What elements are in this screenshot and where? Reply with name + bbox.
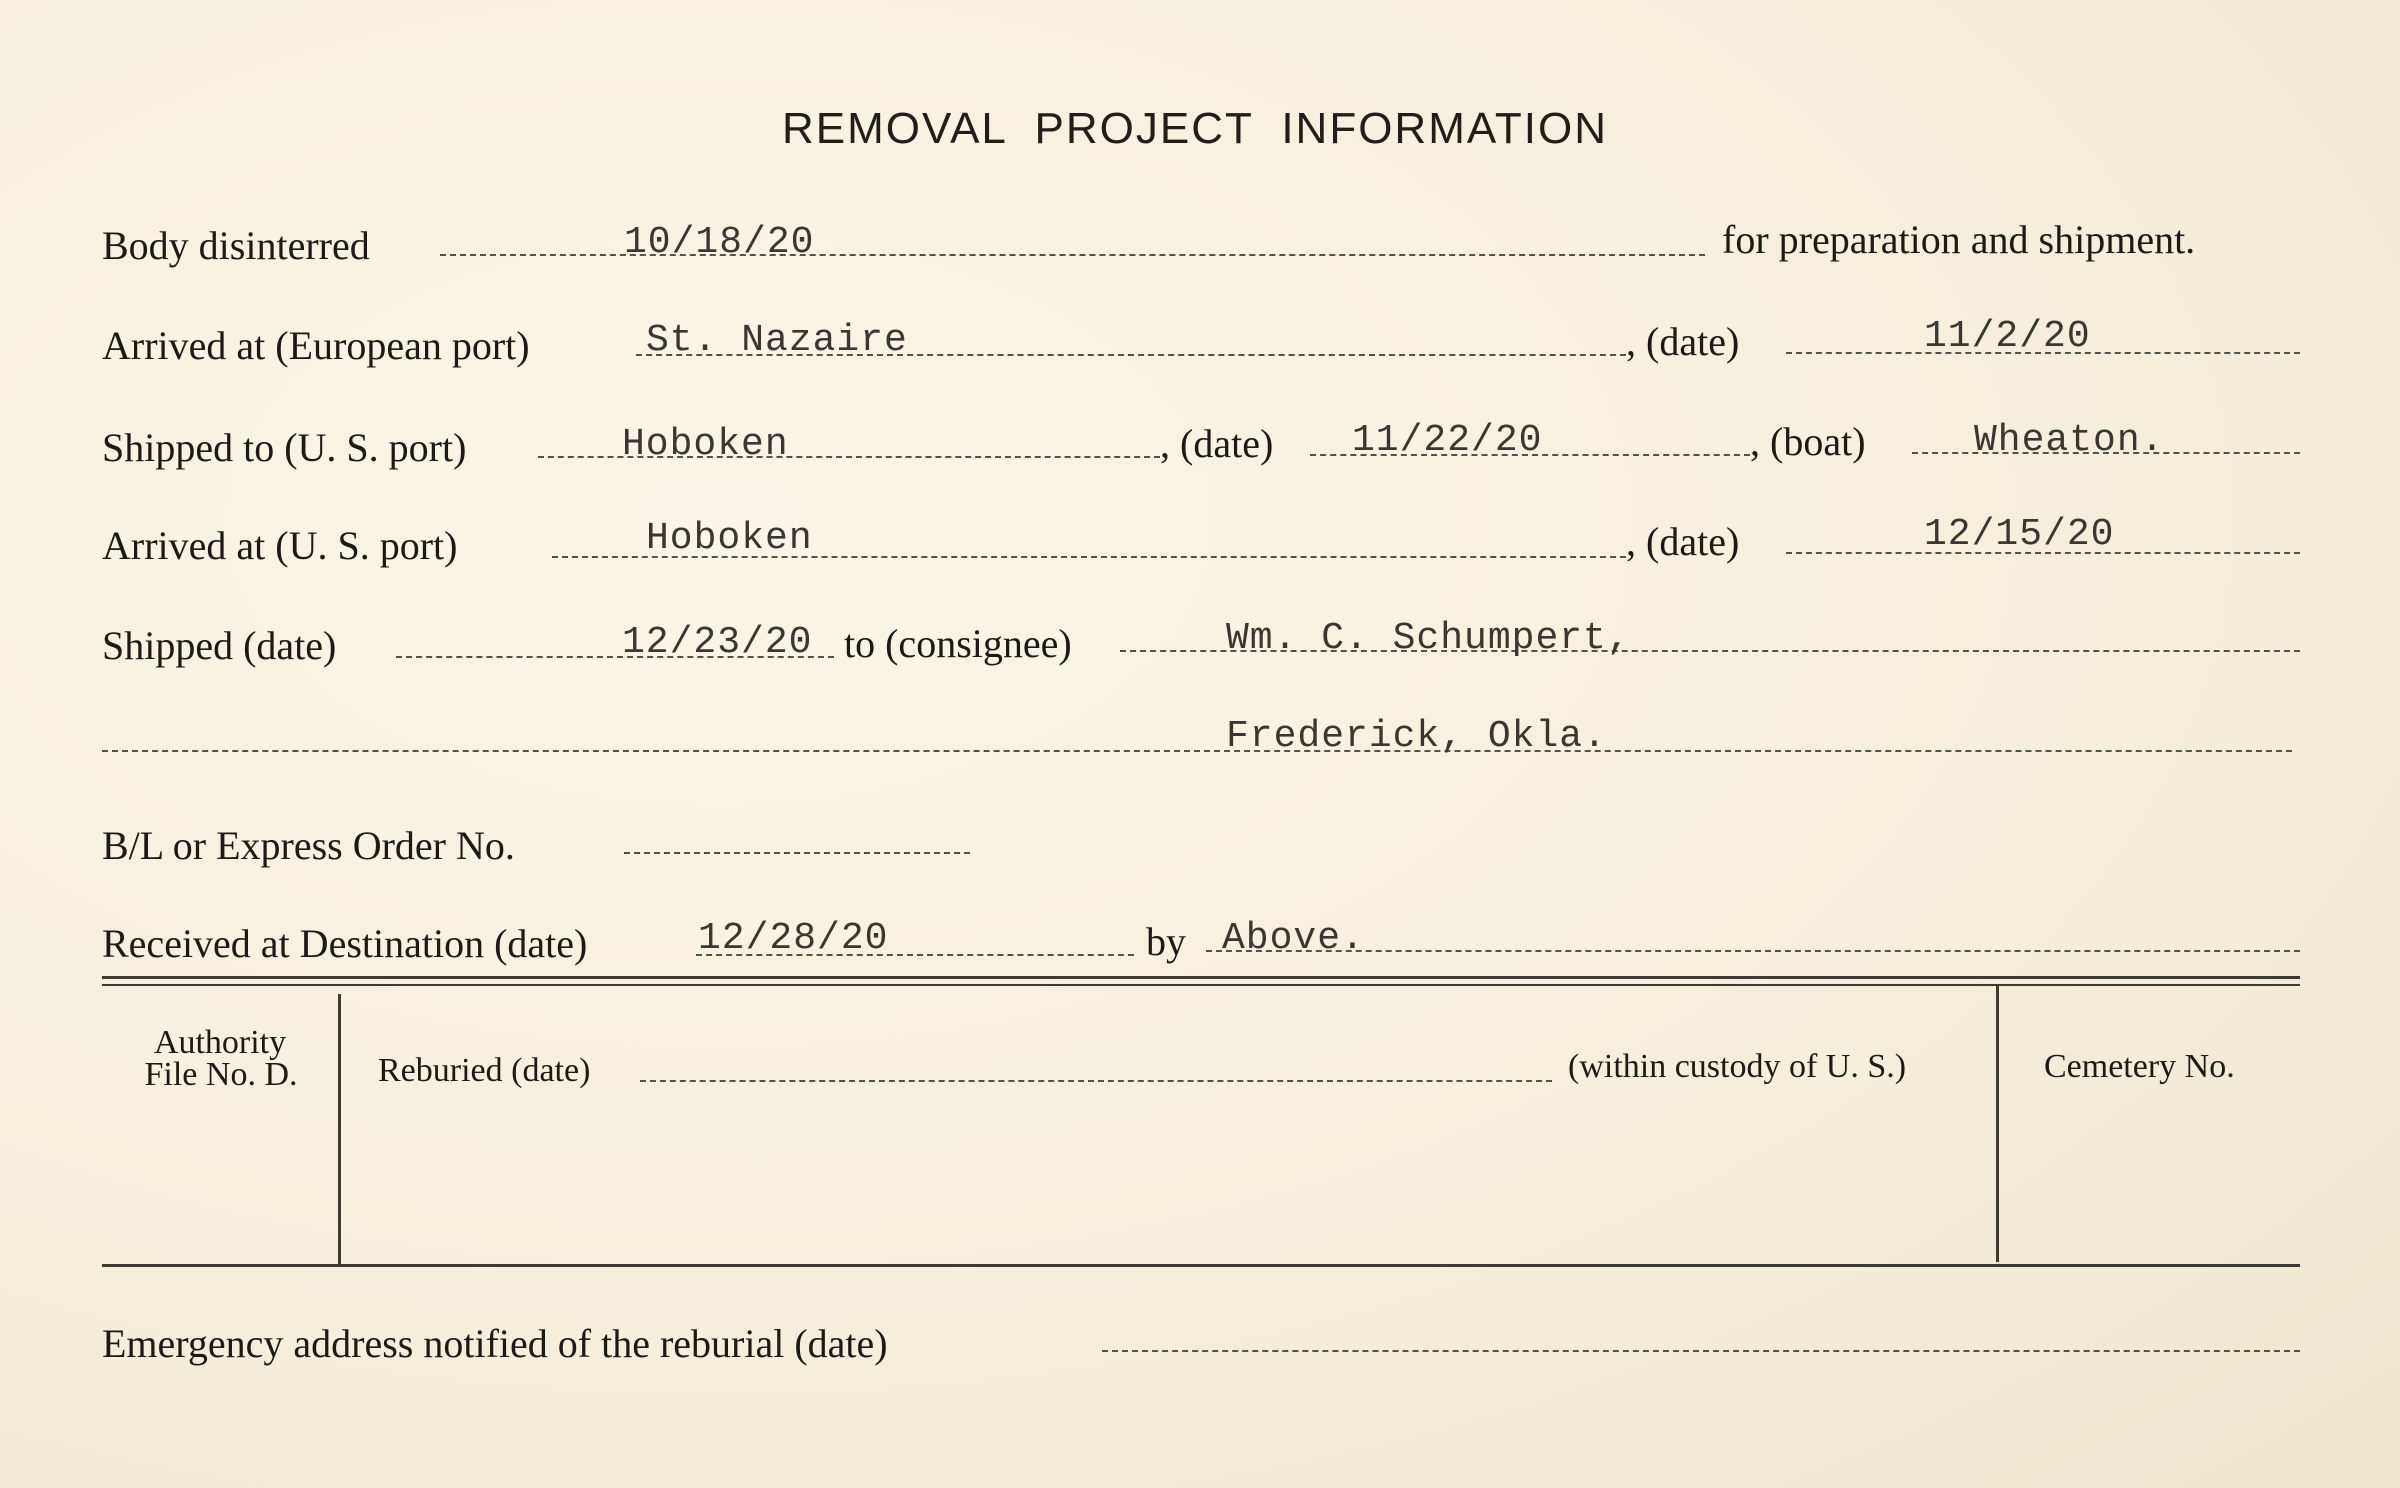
european-port-label: Arrived at (European port) [102, 323, 530, 368]
emergency-address-line [1102, 1350, 2300, 1352]
preparation-shipment-label: for preparation and shipment. [1722, 217, 2196, 262]
authority-label-line1: Authority [153, 1024, 287, 1061]
consignee-address-value: Frederick, Okla. [1226, 715, 1607, 758]
card-title [782, 104, 1608, 154]
consignee-address-line [102, 750, 2292, 752]
received-by-label: by [1146, 919, 1186, 964]
emergency-address-label: Emergency address notified of the reburial (date) [102, 1321, 888, 1366]
table-bottom-rule [102, 1264, 2300, 1267]
bl-order-line [624, 852, 970, 854]
arrived-us-port-value: Hoboken [646, 517, 813, 560]
received-date-value: 12/28/20 [698, 917, 889, 960]
arrived-us-date-label: , (date) [1626, 519, 1740, 564]
european-port-value: St. Nazaire [646, 319, 908, 362]
consignee-label: to (consignee) [844, 621, 1072, 666]
european-port-date-label: , (date) [1626, 319, 1740, 364]
title-word-project: PROJECT [1034, 104, 1254, 153]
table-top-rule-1 [102, 976, 2300, 979]
received-by-line [1206, 950, 2300, 952]
boat-label: , (boat) [1750, 419, 1866, 464]
boat-value: Wheaton. [1974, 419, 2165, 462]
reburied-line [640, 1080, 1552, 1082]
shipped-date-label: Shipped (date) [102, 623, 337, 668]
table-divider-left [338, 994, 341, 1266]
received-destination-label: Received at Destination (date) [102, 921, 588, 966]
title-word-information: INFORMATION [1281, 104, 1609, 153]
title-word-removal: REMOVAL [782, 104, 1007, 153]
arrived-us-date-value: 12/15/20 [1924, 513, 2115, 556]
authority-label-line2: File No. D. [144, 1056, 298, 1093]
european-port-date-value: 11/2/20 [1924, 315, 2091, 358]
shipped-to-us-date-value: 11/22/20 [1352, 419, 1543, 462]
body-disinterred-label: Body disinterred [102, 223, 370, 268]
shipped-to-us-date-label: , (date) [1160, 421, 1274, 466]
bl-order-label: B/L or Express Order No. [102, 823, 515, 868]
received-by-value: Above. [1222, 917, 1365, 960]
shipped-to-us-label: Shipped to (U. S. port) [102, 425, 467, 470]
body-disinterred-value: 10/18/20 [624, 221, 815, 264]
custody-label: (within custody of U. S.) [1568, 1048, 1907, 1085]
shipped-to-us-port-value: Hoboken [622, 423, 789, 466]
consignee-value: Wm. C. Schumpert, [1226, 617, 1631, 660]
cemetery-label: Cemetery No. [2044, 1048, 2235, 1085]
reburied-label: Reburied (date) [378, 1052, 591, 1089]
arrived-us-port-label: Arrived at (U. S. port) [102, 523, 458, 568]
table-divider-right [1996, 986, 1999, 1262]
shipped-date-value: 12/23/20 [622, 621, 813, 664]
table-top-rule-2 [102, 984, 2300, 986]
